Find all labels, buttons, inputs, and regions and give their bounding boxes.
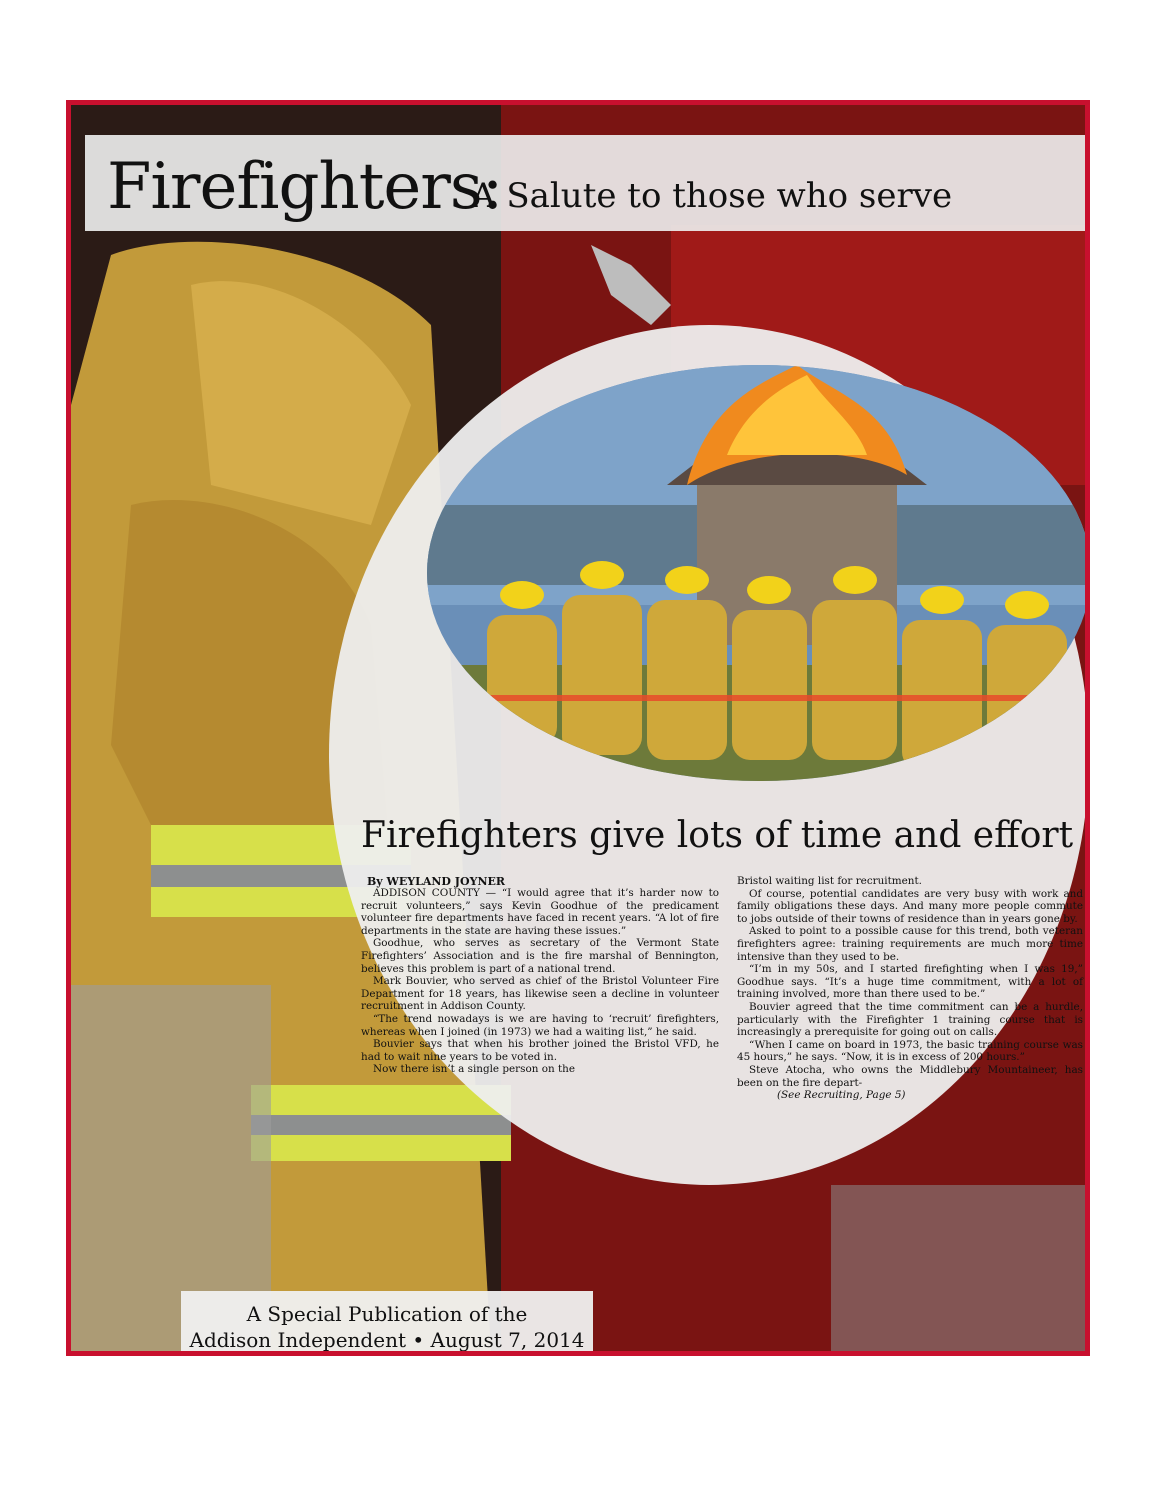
- header-banner: [85, 135, 1085, 231]
- page-frame: [66, 100, 1090, 1356]
- article-column-1: [361, 887, 719, 1076]
- paragraph: “When I came on board in 1973, the basic training course was 45 hours,” he says. “Now, it is in excess of 200 hours.”: [737, 1038, 1083, 1064]
- article-column-2: [737, 875, 1083, 1102]
- paragraph: Bristol waiting list for recruitment.: [737, 875, 922, 887]
- paragraph: Goodhue, who serves as secretary of the Vermont State Firefighters’ Association and is the fire marshal of Bennington, believes this problem is part of a national trend.: [361, 937, 719, 975]
- publication-line-1: A Special Publication of the: [246, 1302, 528, 1326]
- paragraph: Bouvier agreed that the time commitment can be a hurdle, particularly with the Firefighter 1 training course that is increasingly a prerequisite for going out on calls.: [737, 1000, 1083, 1039]
- article-byline: By WEYLAND JOYNER: [367, 875, 506, 888]
- paragraph: “The trend nowadays is we are having to ‘recruit’ firefighters, whereas when I joined (in 1973) we had a waiting list,” he said.: [361, 1012, 719, 1038]
- paragraph: Of course, potential candidates are very busy with work and family obligations these days. And many more people commute to jobs outside of their towns of residence than in years gone by.: [737, 887, 1083, 925]
- jump-reference: (See Recruiting, Page 5): [777, 1089, 906, 1102]
- publication-line-2: Addison Independent • August 7, 2014: [189, 1328, 585, 1352]
- paragraph: Bouvier says that when his brother joined the Bristol VFD, he had to wait nine years to be voted in.: [361, 1038, 719, 1063]
- paragraph: Steve Atocha, who owns the Middlebury Mountaineer, has been on the fire depart-: [737, 1063, 1083, 1089]
- paragraph: Asked to point to a possible cause for this trend, both veteran firefighters agree: training requirements are much more time intensive than they used to be.: [737, 925, 1083, 963]
- paragraph: ADDISON COUNTY — “I would agree that it’s harder now to recruit volunteers,” says Kevin Goodhue of the predicament volunteer fire departments have faced in recent years. “A lot of fire departments in the state are having these issues.”: [361, 887, 719, 937]
- firefighters-group-photo: [427, 365, 1090, 781]
- paragraph: Now there isn’t a single person on the: [373, 1063, 575, 1076]
- publication-box: [181, 1291, 593, 1356]
- paragraph: Mark Bouvier, who served as chief of the Bristol Volunteer Fire Department for 18 years, has likewise seen a decline in volunteer recruitment in Addison County.: [361, 975, 719, 1013]
- page-title: Firefighters:: [107, 150, 503, 224]
- paragraph: “I’m in my 50s, and I started firefighting when I was 19,” Goodhue says. “It’s a huge time commitment, with a lot of training involved, more than there used to be.”: [737, 963, 1083, 1001]
- article-headline: Firefighters give lots of time and effort: [361, 815, 1074, 856]
- page-subtitle: A Salute to those who serve: [471, 176, 953, 216]
